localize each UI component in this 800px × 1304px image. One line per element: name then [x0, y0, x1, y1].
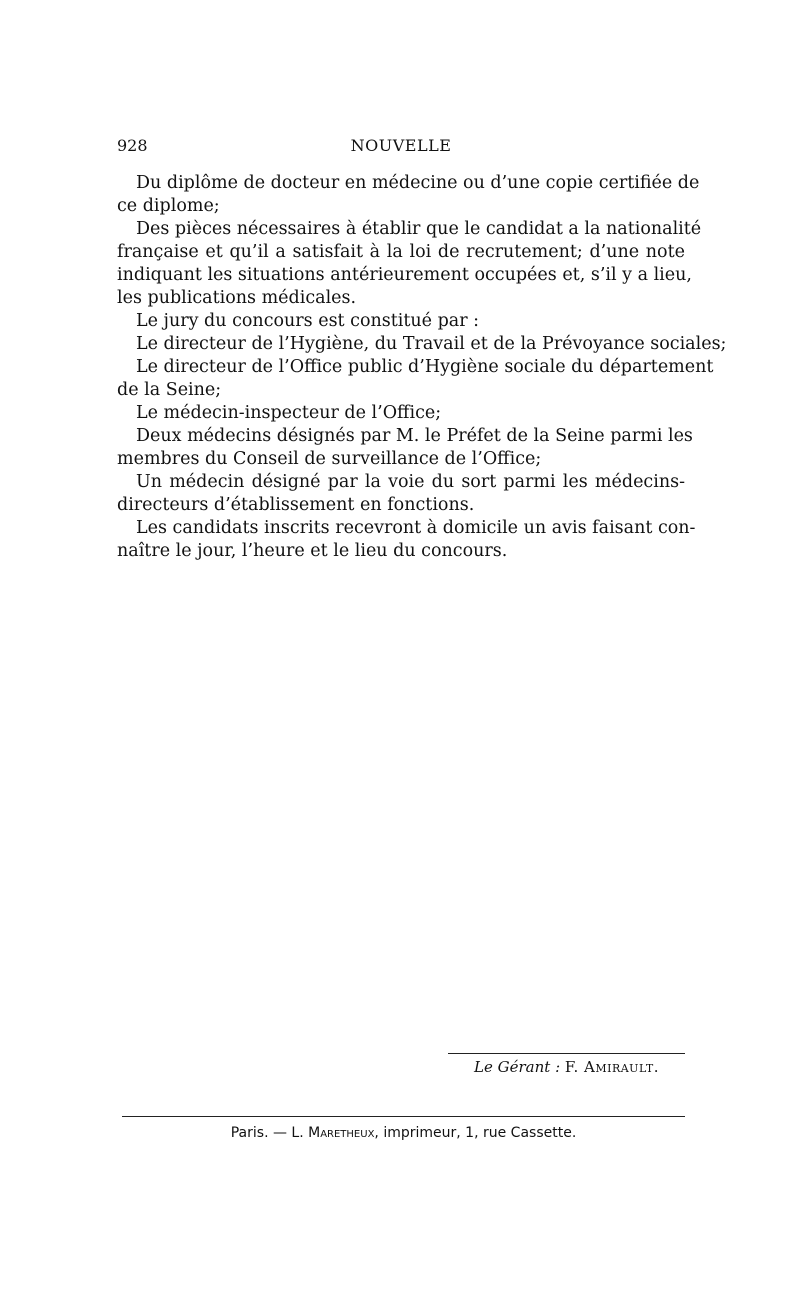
text-line: Des pièces nécessaires à établir que le candidat a la nationalité [136, 219, 702, 239]
text-line: ce diplome; [117, 196, 220, 216]
text-line: les publications médicales. [117, 288, 357, 308]
text-line: Les candidats inscrits recevront à domicile un avis faisant con- [136, 518, 696, 538]
signature-name: F. Amirault. [564, 1058, 659, 1076]
text-line: Le jury du concours est constitué par : [136, 311, 480, 331]
text-line: Du diplôme de docteur en médecine ou d’une copie certifiée de [136, 173, 700, 193]
text-line: française et qu’il a satisfait à la loi de recrutement; d’une note [117, 242, 685, 262]
printer-imprint [122, 1125, 685, 1141]
signature-label: Le Gérant : [474, 1058, 561, 1076]
signature [448, 1058, 685, 1076]
page-number: 928 [117, 136, 148, 155]
text-line: Le médecin-inspecteur de l’Office; [136, 403, 442, 423]
text-line: directeurs d’établissement en fonctions. [117, 495, 475, 515]
text-line: membres du Conseil de surveillance de l’Office; [117, 449, 542, 469]
signature-rule [448, 1053, 685, 1054]
text-line: Deux médecins désignés par M. le Préfet de la Seine parmi les [136, 426, 693, 446]
printer-rule [122, 1116, 685, 1117]
printer-city: Paris. — [230, 1125, 287, 1141]
text-line: Le directeur de l’Hygiène, du Travail et de la Prévoyance sociales; [136, 334, 727, 354]
printer-address: imprimeur, 1, rue Cassette. [383, 1125, 577, 1141]
text-line: de la Seine; [117, 380, 222, 400]
page-header [117, 136, 685, 160]
text-line: Un médecin désigné par la voie du sort parmi les médecins- [136, 472, 685, 492]
printer-name: L. Maretheux, [291, 1125, 379, 1141]
text-line: indiquant les situations antérieurement occupées et, s’il y a lieu, [117, 265, 692, 285]
running-head: NOUVELLE [350, 136, 452, 155]
body-text [117, 172, 727, 563]
text-line: naître le jour, l’heure et le lieu du concours. [117, 541, 508, 561]
text-line: Le directeur de l’Office public d’Hygiène sociale du département [136, 357, 714, 377]
